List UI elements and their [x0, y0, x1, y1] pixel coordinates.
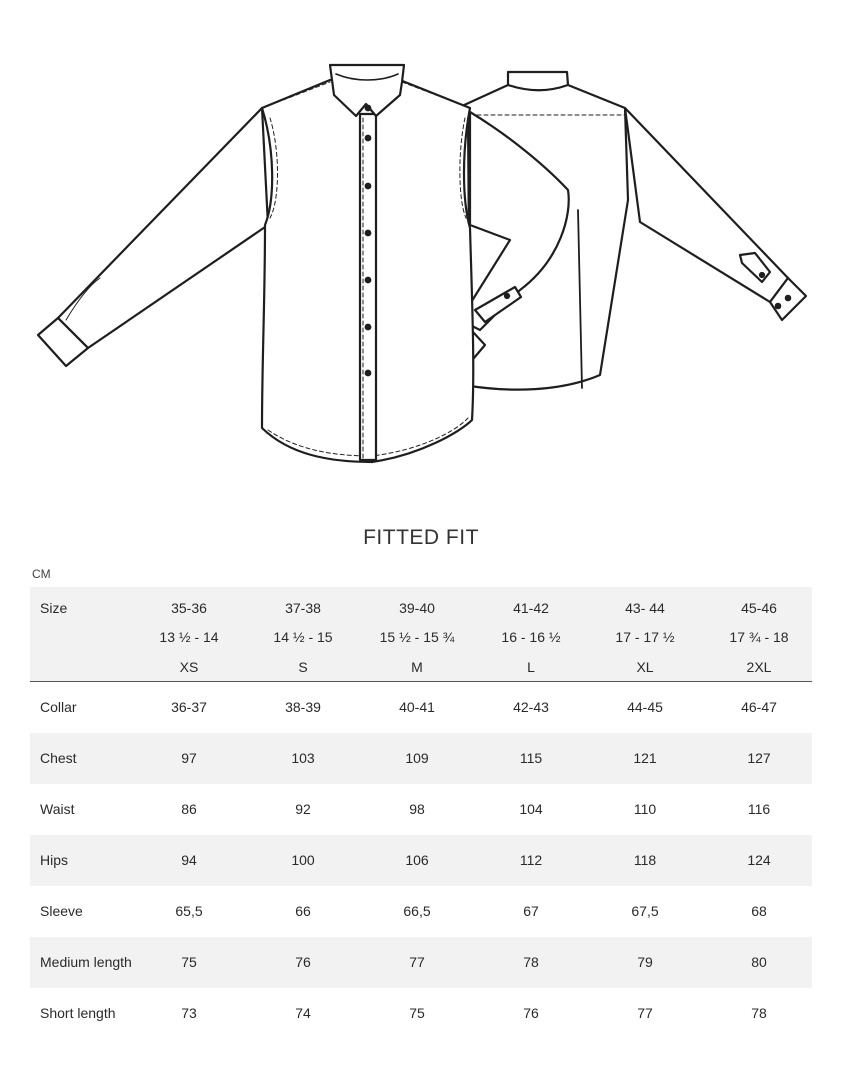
table-row-sleeve	[30, 886, 812, 937]
size-inch: 17 ¾ - 18	[729, 629, 789, 645]
table-row-medium-length	[30, 937, 812, 988]
table-cell: 78	[523, 954, 539, 970]
table-cell: 42-43	[513, 699, 549, 715]
table-cell: 112	[519, 852, 543, 868]
size-letter: L	[527, 659, 535, 675]
table-row-chest	[30, 733, 812, 784]
size-inch: 13 ½ - 14	[159, 629, 219, 645]
table-cell: 67,5	[631, 903, 659, 919]
table-row-collar	[30, 682, 812, 733]
table-cell: 121	[633, 750, 657, 766]
unit-label: CM	[32, 567, 51, 581]
table-cell: 106	[405, 852, 429, 868]
row-label: Sleeve	[40, 903, 83, 919]
table-row-waist	[30, 784, 812, 835]
row-label: Hips	[40, 852, 69, 868]
table-cell: 66	[295, 903, 311, 919]
table-cell: 94	[181, 852, 197, 868]
table-cell: 76	[523, 1005, 539, 1021]
table-cell: 46-47	[741, 699, 777, 715]
size-label: Size	[40, 600, 68, 616]
table-cell: 79	[637, 954, 653, 970]
size-letter: XL	[636, 659, 654, 675]
table-cell: 65,5	[175, 903, 203, 919]
table-cell: 124	[747, 852, 771, 868]
table-cell: 109	[405, 750, 429, 766]
table-cell: 115	[519, 750, 543, 766]
table-cell: 68	[751, 903, 767, 919]
size-letter: S	[298, 659, 308, 675]
table-cell: 92	[295, 801, 311, 817]
table-cell: 110	[633, 801, 657, 817]
table-cell: 77	[409, 954, 425, 970]
size-cm: 35-36	[171, 600, 207, 616]
table-cell: 118	[633, 852, 657, 868]
table-cell: 75	[409, 1005, 425, 1021]
size-inch: 16 - 16 ½	[501, 629, 561, 645]
row-label: Short length	[40, 1005, 116, 1021]
size-header-row-cm	[30, 600, 812, 620]
size-chart-table	[30, 587, 812, 1039]
table-cell: 40-41	[399, 699, 435, 715]
table-cell: 78	[751, 1005, 767, 1021]
size-cm: 37-38	[285, 600, 321, 616]
table-cell: 116	[747, 801, 771, 817]
size-cm: 41-42	[513, 600, 549, 616]
size-letter: 2XL	[746, 659, 772, 675]
shirt-illustration	[0, 0, 842, 500]
table-cell: 66,5	[403, 903, 431, 919]
table-cell: 127	[747, 750, 771, 766]
table-row-short-length	[30, 988, 812, 1039]
size-inch: 17 - 17 ½	[615, 629, 675, 645]
size-cm: 45-46	[741, 600, 777, 616]
size-letter: XS	[179, 659, 199, 675]
size-cm: 43- 44	[625, 600, 665, 616]
table-cell: 75	[181, 954, 197, 970]
row-label: Medium length	[40, 954, 132, 970]
size-letter: M	[411, 659, 423, 675]
size-inch: 14 ½ - 15	[273, 629, 333, 645]
table-cell: 76	[295, 954, 311, 970]
size-header-row-letter	[30, 659, 812, 679]
table-cell: 73	[181, 1005, 197, 1021]
table-cell: 98	[409, 801, 425, 817]
table-cell: 97	[181, 750, 197, 766]
size-header-row-inch	[30, 629, 812, 649]
size-header	[30, 587, 812, 682]
table-cell: 77	[637, 1005, 653, 1021]
table-cell: 104	[519, 801, 543, 817]
table-cell: 100	[291, 852, 315, 868]
table-cell: 80	[751, 954, 767, 970]
table-cell: 103	[291, 750, 315, 766]
table-cell: 44-45	[627, 699, 663, 715]
size-inch: 15 ½ - 15 ¾	[379, 629, 455, 645]
table-cell: 36-37	[171, 699, 207, 715]
page-title: FITTED FIT	[363, 526, 479, 549]
table-cell: 38-39	[285, 699, 321, 715]
row-label: Collar	[40, 699, 77, 715]
table-row-hips	[30, 835, 812, 886]
table-cell: 86	[181, 801, 197, 817]
table-cell: 67	[523, 903, 539, 919]
row-label: Waist	[40, 801, 75, 817]
table-cell: 74	[295, 1005, 311, 1021]
row-label: Chest	[40, 750, 77, 766]
size-cm: 39-40	[399, 600, 435, 616]
